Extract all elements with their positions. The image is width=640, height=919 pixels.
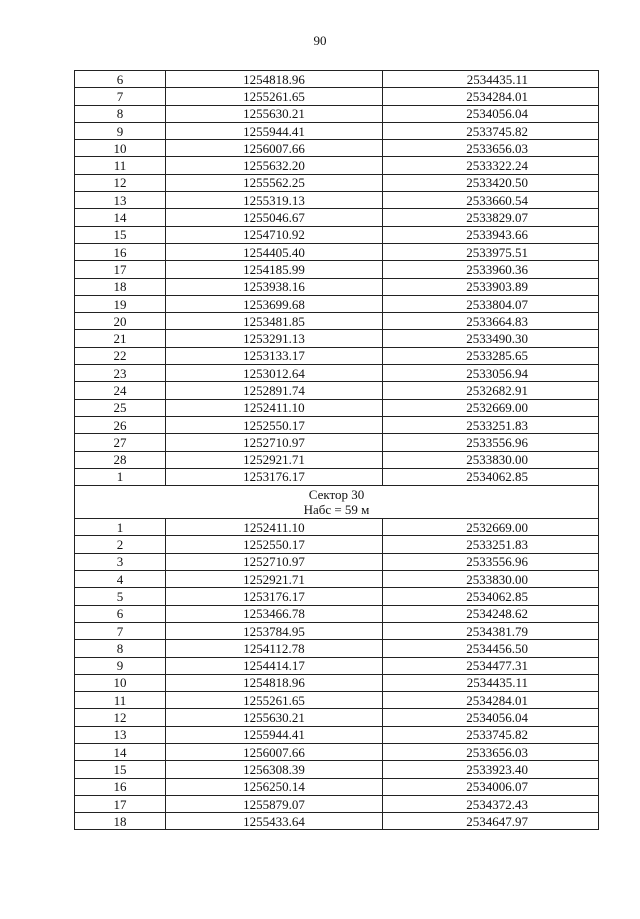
x-coordinate-cell: 1252550.17 xyxy=(166,416,383,433)
table-row xyxy=(75,122,599,139)
table-row xyxy=(75,795,599,812)
point-number-cell: 12 xyxy=(75,709,166,726)
point-number-cell: 23 xyxy=(75,365,166,382)
x-coordinate-cell: 1252921.71 xyxy=(166,571,383,588)
point-number-cell: 1 xyxy=(75,468,166,485)
y-coordinate-cell: 2533285.65 xyxy=(383,347,599,364)
point-number-cell: 26 xyxy=(75,416,166,433)
y-coordinate-cell: 2533056.94 xyxy=(383,365,599,382)
table-row xyxy=(75,330,599,347)
page-number: 90 xyxy=(313,33,327,48)
y-coordinate-cell: 2534056.04 xyxy=(383,105,599,122)
table-row xyxy=(75,347,599,364)
table-row xyxy=(75,778,599,795)
table-row xyxy=(75,519,599,536)
point-number-cell: 8 xyxy=(75,640,166,657)
table-row xyxy=(75,726,599,743)
table-row xyxy=(75,174,599,191)
table-row xyxy=(75,313,599,330)
y-coordinate-cell: 2533829.07 xyxy=(383,209,599,226)
section-header-group xyxy=(75,486,599,519)
section-header-row xyxy=(75,486,599,519)
table-row xyxy=(75,365,599,382)
point-number-cell: 9 xyxy=(75,122,166,139)
table-row xyxy=(75,674,599,691)
x-coordinate-cell: 1253176.17 xyxy=(166,588,383,605)
x-coordinate-cell: 1256308.39 xyxy=(166,761,383,778)
x-coordinate-cell: 1252411.10 xyxy=(166,519,383,536)
table-row xyxy=(75,226,599,243)
point-number-cell: 8 xyxy=(75,105,166,122)
table-row xyxy=(75,813,599,830)
table-row xyxy=(75,192,599,209)
y-coordinate-cell: 2533660.54 xyxy=(383,192,599,209)
y-coordinate-cell: 2534435.11 xyxy=(383,674,599,691)
x-coordinate-cell: 1253938.16 xyxy=(166,278,383,295)
y-coordinate-cell: 2533556.96 xyxy=(383,434,599,451)
point-number-cell: 12 xyxy=(75,174,166,191)
section-header-cell xyxy=(75,486,599,519)
table-row xyxy=(75,761,599,778)
point-number-cell: 13 xyxy=(75,192,166,209)
table-row xyxy=(75,553,599,570)
point-number-cell: 11 xyxy=(75,157,166,174)
x-coordinate-cell: 1255944.41 xyxy=(166,122,383,139)
y-coordinate-cell: 2534372.43 xyxy=(383,795,599,812)
y-coordinate-cell: 2533490.30 xyxy=(383,330,599,347)
y-coordinate-cell: 2534456.50 xyxy=(383,640,599,657)
x-coordinate-cell: 1252891.74 xyxy=(166,382,383,399)
x-coordinate-cell: 1254405.40 xyxy=(166,243,383,260)
y-coordinate-cell: 2534435.11 xyxy=(383,71,599,88)
y-coordinate-cell: 2533804.07 xyxy=(383,295,599,312)
point-number-cell: 14 xyxy=(75,209,166,226)
x-coordinate-cell: 1256250.14 xyxy=(166,778,383,795)
table-row xyxy=(75,88,599,105)
y-coordinate-cell: 2534062.85 xyxy=(383,588,599,605)
point-number-cell: 19 xyxy=(75,295,166,312)
y-coordinate-cell: 2534647.97 xyxy=(383,813,599,830)
point-number-cell: 15 xyxy=(75,226,166,243)
point-number-cell: 14 xyxy=(75,743,166,760)
x-coordinate-cell: 1252550.17 xyxy=(166,536,383,553)
point-number-cell: 2 xyxy=(75,536,166,553)
table-row xyxy=(75,451,599,468)
x-coordinate-cell: 1253466.78 xyxy=(166,605,383,622)
y-coordinate-cell: 2533903.89 xyxy=(383,278,599,295)
x-coordinate-cell: 1252710.97 xyxy=(166,553,383,570)
point-number-cell: 24 xyxy=(75,382,166,399)
table-row xyxy=(75,416,599,433)
table-row xyxy=(75,399,599,416)
y-coordinate-cell: 2533745.82 xyxy=(383,726,599,743)
point-number-cell: 25 xyxy=(75,399,166,416)
table-row xyxy=(75,434,599,451)
y-coordinate-cell: 2534381.79 xyxy=(383,622,599,639)
point-number-cell: 20 xyxy=(75,313,166,330)
y-coordinate-cell: 2533830.00 xyxy=(383,451,599,468)
x-coordinate-cell: 1253012.64 xyxy=(166,365,383,382)
table-row xyxy=(75,157,599,174)
x-coordinate-cell: 1255632.20 xyxy=(166,157,383,174)
x-coordinate-cell: 1253133.17 xyxy=(166,347,383,364)
point-number-cell: 4 xyxy=(75,571,166,588)
y-coordinate-cell: 2533656.03 xyxy=(383,140,599,157)
x-coordinate-cell: 1255630.21 xyxy=(166,105,383,122)
table-row xyxy=(75,382,599,399)
y-coordinate-cell: 2533975.51 xyxy=(383,243,599,260)
coordinates-table xyxy=(74,70,599,830)
y-coordinate-cell: 2533251.83 xyxy=(383,416,599,433)
x-coordinate-cell: 1255261.65 xyxy=(166,88,383,105)
y-coordinate-cell: 2534477.31 xyxy=(383,657,599,674)
point-number-cell: 6 xyxy=(75,71,166,88)
x-coordinate-cell: 1256007.66 xyxy=(166,140,383,157)
x-coordinate-cell: 1255319.13 xyxy=(166,192,383,209)
x-coordinate-cell: 1255630.21 xyxy=(166,709,383,726)
point-number-cell: 15 xyxy=(75,761,166,778)
x-coordinate-cell: 1254710.92 xyxy=(166,226,383,243)
y-coordinate-cell: 2534056.04 xyxy=(383,709,599,726)
x-coordinate-cell: 1256007.66 xyxy=(166,743,383,760)
x-coordinate-cell: 1255562.25 xyxy=(166,174,383,191)
x-coordinate-cell: 1254414.17 xyxy=(166,657,383,674)
y-coordinate-cell: 2533923.40 xyxy=(383,761,599,778)
x-coordinate-cell: 1254185.99 xyxy=(166,261,383,278)
point-number-cell: 10 xyxy=(75,674,166,691)
table-row xyxy=(75,571,599,588)
y-coordinate-cell: 2534284.01 xyxy=(383,692,599,709)
table-row xyxy=(75,105,599,122)
point-number-cell: 27 xyxy=(75,434,166,451)
point-number-cell: 16 xyxy=(75,243,166,260)
y-coordinate-cell: 2534062.85 xyxy=(383,468,599,485)
y-coordinate-cell: 2533656.03 xyxy=(383,743,599,760)
table-row xyxy=(75,243,599,260)
y-coordinate-cell: 2533830.00 xyxy=(383,571,599,588)
table-row xyxy=(75,657,599,674)
table-row xyxy=(75,295,599,312)
point-number-cell: 10 xyxy=(75,140,166,157)
table-row xyxy=(75,468,599,485)
y-coordinate-cell: 2533251.83 xyxy=(383,536,599,553)
point-number-cell: 16 xyxy=(75,778,166,795)
section-height: Набс = 59 м xyxy=(303,502,370,518)
y-coordinate-cell: 2532669.00 xyxy=(383,519,599,536)
x-coordinate-cell: 1252921.71 xyxy=(166,451,383,468)
x-coordinate-cell: 1253176.17 xyxy=(166,468,383,485)
y-coordinate-cell: 2532682.91 xyxy=(383,382,599,399)
point-number-cell: 18 xyxy=(75,813,166,830)
x-coordinate-cell: 1255433.64 xyxy=(166,813,383,830)
x-coordinate-cell: 1252710.97 xyxy=(166,434,383,451)
section-title: Сектор 30 xyxy=(308,487,365,503)
x-coordinate-cell: 1253699.68 xyxy=(166,295,383,312)
x-coordinate-cell: 1254112.78 xyxy=(166,640,383,657)
x-coordinate-cell: 1254818.96 xyxy=(166,674,383,691)
table-row xyxy=(75,71,599,88)
point-number-cell: 21 xyxy=(75,330,166,347)
x-coordinate-cell: 1252411.10 xyxy=(166,399,383,416)
table-row xyxy=(75,278,599,295)
point-number-cell: 11 xyxy=(75,692,166,709)
x-coordinate-cell: 1253481.85 xyxy=(166,313,383,330)
y-coordinate-cell: 2533960.36 xyxy=(383,261,599,278)
point-number-cell: 7 xyxy=(75,622,166,639)
point-number-cell: 28 xyxy=(75,451,166,468)
rows-before-section xyxy=(75,71,599,486)
x-coordinate-cell: 1254818.96 xyxy=(166,71,383,88)
point-number-cell: 22 xyxy=(75,347,166,364)
y-coordinate-cell: 2533556.96 xyxy=(383,553,599,570)
y-coordinate-cell: 2533943.66 xyxy=(383,226,599,243)
table-row xyxy=(75,209,599,226)
rows-after-section xyxy=(75,519,599,830)
x-coordinate-cell: 1255944.41 xyxy=(166,726,383,743)
y-coordinate-cell: 2533322.24 xyxy=(383,157,599,174)
y-coordinate-cell: 2534006.07 xyxy=(383,778,599,795)
x-coordinate-cell: 1253784.95 xyxy=(166,622,383,639)
point-number-cell: 6 xyxy=(75,605,166,622)
x-coordinate-cell: 1255879.07 xyxy=(166,795,383,812)
table-row xyxy=(75,536,599,553)
point-number-cell: 18 xyxy=(75,278,166,295)
point-number-cell: 17 xyxy=(75,795,166,812)
y-coordinate-cell: 2533420.50 xyxy=(383,174,599,191)
table-row xyxy=(75,588,599,605)
point-number-cell: 13 xyxy=(75,726,166,743)
point-number-cell: 3 xyxy=(75,553,166,570)
table-row xyxy=(75,709,599,726)
y-coordinate-cell: 2533664.83 xyxy=(383,313,599,330)
x-coordinate-cell: 1253291.13 xyxy=(166,330,383,347)
y-coordinate-cell: 2534248.62 xyxy=(383,605,599,622)
point-number-cell: 1 xyxy=(75,519,166,536)
table-row xyxy=(75,743,599,760)
table-row xyxy=(75,140,599,157)
point-number-cell: 9 xyxy=(75,657,166,674)
x-coordinate-cell: 1255046.67 xyxy=(166,209,383,226)
point-number-cell: 17 xyxy=(75,261,166,278)
table-row xyxy=(75,640,599,657)
table-row xyxy=(75,622,599,639)
table-row xyxy=(75,605,599,622)
y-coordinate-cell: 2534284.01 xyxy=(383,88,599,105)
table-row xyxy=(75,692,599,709)
point-number-cell: 5 xyxy=(75,588,166,605)
x-coordinate-cell: 1255261.65 xyxy=(166,692,383,709)
y-coordinate-cell: 2532669.00 xyxy=(383,399,599,416)
point-number-cell: 7 xyxy=(75,88,166,105)
y-coordinate-cell: 2533745.82 xyxy=(383,122,599,139)
table-row xyxy=(75,261,599,278)
